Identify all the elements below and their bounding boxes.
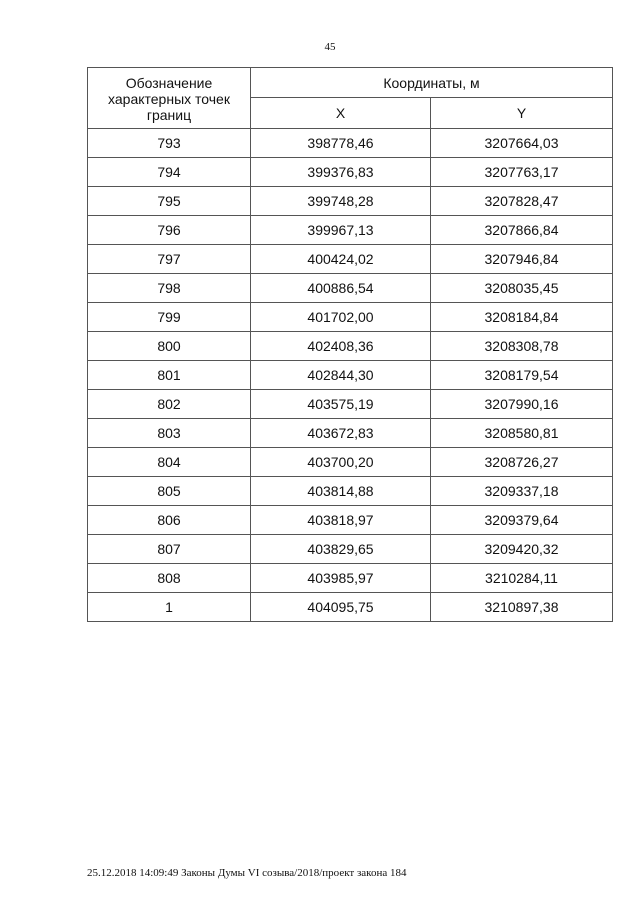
y-coordinate-cell: 3209420,32 [431, 535, 613, 564]
table-row [88, 419, 613, 448]
point-cell: 806 [88, 506, 251, 535]
point-cell: 804 [88, 448, 251, 477]
x-coordinate-cell: 404095,75 [251, 593, 431, 622]
x-coordinate-cell: 403818,97 [251, 506, 431, 535]
x-coordinate-cell: 398778,46 [251, 129, 431, 158]
coordinates-header: Координаты, м [251, 68, 613, 98]
point-cell: 797 [88, 245, 251, 274]
footer-text: 25.12.2018 14:09:49 Законы Думы VI созыва/2018/проект закона 184 [87, 867, 407, 879]
point-cell: 808 [88, 564, 251, 593]
y-coordinate-cell: 3207866,84 [431, 216, 613, 245]
table-row [88, 477, 613, 506]
y-coordinate-cell: 3208726,27 [431, 448, 613, 477]
x-coordinate-cell: 399967,13 [251, 216, 431, 245]
x-coordinate-cell: 402844,30 [251, 361, 431, 390]
y-column-header: Y [431, 98, 613, 129]
y-coordinate-cell: 3209337,18 [431, 477, 613, 506]
table-row [88, 274, 613, 303]
table-row [88, 593, 613, 622]
point-cell: 795 [88, 187, 251, 216]
point-cell: 1 [88, 593, 251, 622]
table-row [88, 158, 613, 187]
coordinates-table [87, 67, 613, 622]
y-coordinate-cell: 3207946,84 [431, 245, 613, 274]
table-row [88, 448, 613, 477]
table-row [88, 564, 613, 593]
table-row [88, 216, 613, 245]
x-coordinate-cell: 403672,83 [251, 419, 431, 448]
y-coordinate-cell: 3208035,45 [431, 274, 613, 303]
point-cell: 799 [88, 303, 251, 332]
y-coordinate-cell: 3209379,64 [431, 506, 613, 535]
x-coordinate-cell: 403985,97 [251, 564, 431, 593]
point-label-header: Обозначение характерных точек границ [88, 68, 251, 129]
table-body [88, 129, 613, 622]
table-row [88, 535, 613, 564]
y-coordinate-cell: 3207664,03 [431, 129, 613, 158]
x-coordinate-cell: 399748,28 [251, 187, 431, 216]
point-cell: 805 [88, 477, 251, 506]
point-cell: 794 [88, 158, 251, 187]
table-row [88, 303, 613, 332]
point-cell: 800 [88, 332, 251, 361]
table-row [88, 129, 613, 158]
point-cell: 801 [88, 361, 251, 390]
table-row [88, 187, 613, 216]
point-cell: 798 [88, 274, 251, 303]
x-coordinate-cell: 403829,65 [251, 535, 431, 564]
y-coordinate-cell: 3208308,78 [431, 332, 613, 361]
point-cell: 793 [88, 129, 251, 158]
table-header-row [88, 68, 613, 98]
y-coordinate-cell: 3208179,54 [431, 361, 613, 390]
x-coordinate-cell: 399376,83 [251, 158, 431, 187]
y-coordinate-cell: 3207990,16 [431, 390, 613, 419]
x-coordinate-cell: 403700,20 [251, 448, 431, 477]
x-coordinate-cell: 403814,88 [251, 477, 431, 506]
y-coordinate-cell: 3207828,47 [431, 187, 613, 216]
x-coordinate-cell: 402408,36 [251, 332, 431, 361]
y-coordinate-cell: 3210897,38 [431, 593, 613, 622]
point-cell: 796 [88, 216, 251, 245]
y-coordinate-cell: 3207763,17 [431, 158, 613, 187]
x-column-header: X [251, 98, 431, 129]
x-coordinate-cell: 403575,19 [251, 390, 431, 419]
x-coordinate-cell: 401702,00 [251, 303, 431, 332]
table-row [88, 390, 613, 419]
table-row [88, 332, 613, 361]
table-row [88, 361, 613, 390]
point-cell: 802 [88, 390, 251, 419]
y-coordinate-cell: 3208184,84 [431, 303, 613, 332]
x-coordinate-cell: 400424,02 [251, 245, 431, 274]
y-coordinate-cell: 3208580,81 [431, 419, 613, 448]
x-coordinate-cell: 400886,54 [251, 274, 431, 303]
point-cell: 807 [88, 535, 251, 564]
y-coordinate-cell: 3210284,11 [431, 564, 613, 593]
table-row [88, 506, 613, 535]
table-row [88, 245, 613, 274]
point-cell: 803 [88, 419, 251, 448]
page-number: 45 [324, 41, 336, 53]
